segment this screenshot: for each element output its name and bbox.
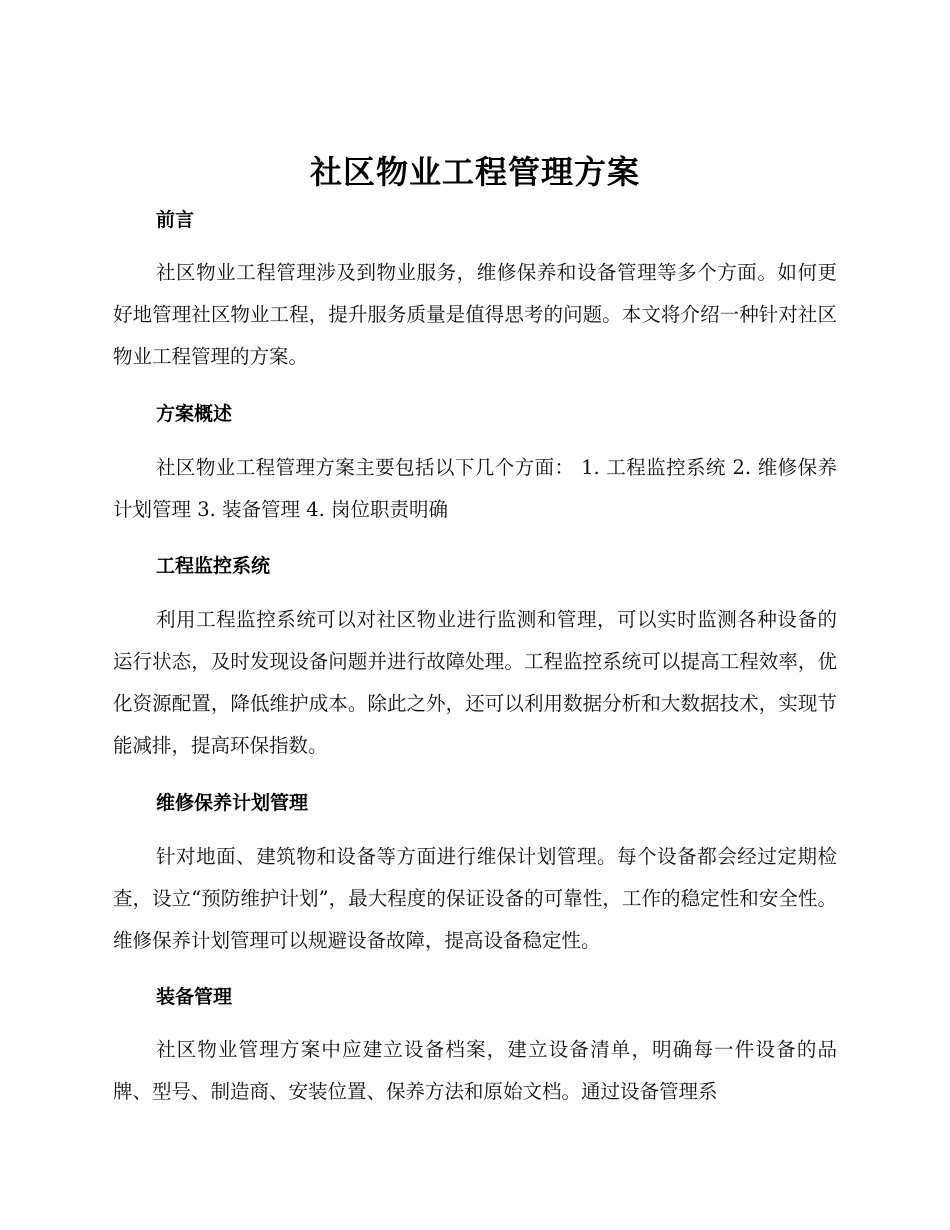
section-heading-preface: 前言 <box>156 209 195 231</box>
section-body-maintenance: 针对地面、建筑物和设备等方面进行维保计划管理。每个设备都会经过定期检查，设立“预防维护计划”，最大程度的保证设备的可靠性，工作的稳定性和安全性。维修保养计划管理可以规避设备故障，提高设备稳定性。 <box>113 845 837 952</box>
section-body-preface: 社区物业工程管理涉及到物业服务，维修保养和设备管理等多个方面。如何更好地管理社区物业工程，提升服务质量是值得思考的问题。本文将介绍一种针对社区物业工程管理的方案。 <box>113 261 837 368</box>
section-heading-maintenance: 维修保养计划管理 <box>156 792 309 814</box>
document-title: 社区物业工程管理方案 <box>309 153 640 191</box>
section-heading-equipment: 装备管理 <box>156 986 233 1008</box>
section-body-overview: 社区物业工程管理方案主要包括以下几个方面： 1. 工程监控系统 2. 维修保养计划管理 3. 装备管理 4. 岗位职责明确 <box>113 456 837 521</box>
section-body-equipment: 社区物业管理方案中应建立设备档案，建立设备清单，明确每一件设备的品牌、型号、制造商、安装位置、保养方法和原始文档。通过设备管理系 <box>113 1038 837 1103</box>
section-heading-overview: 方案概述 <box>156 403 233 425</box>
section-heading-monitoring: 工程监控系统 <box>156 555 271 577</box>
section-body-monitoring: 利用工程监控系统可以对社区物业进行监测和管理，可以实时监测各种设备的运行状态，及时发现设备问题并进行故障处理。工程监控系统可以提高工程效率，优化资源配置，降低维护成本。除此之外，还可以利用数据分析和大数据技术，实现节能减排，提高环保指数。 <box>113 608 837 757</box>
